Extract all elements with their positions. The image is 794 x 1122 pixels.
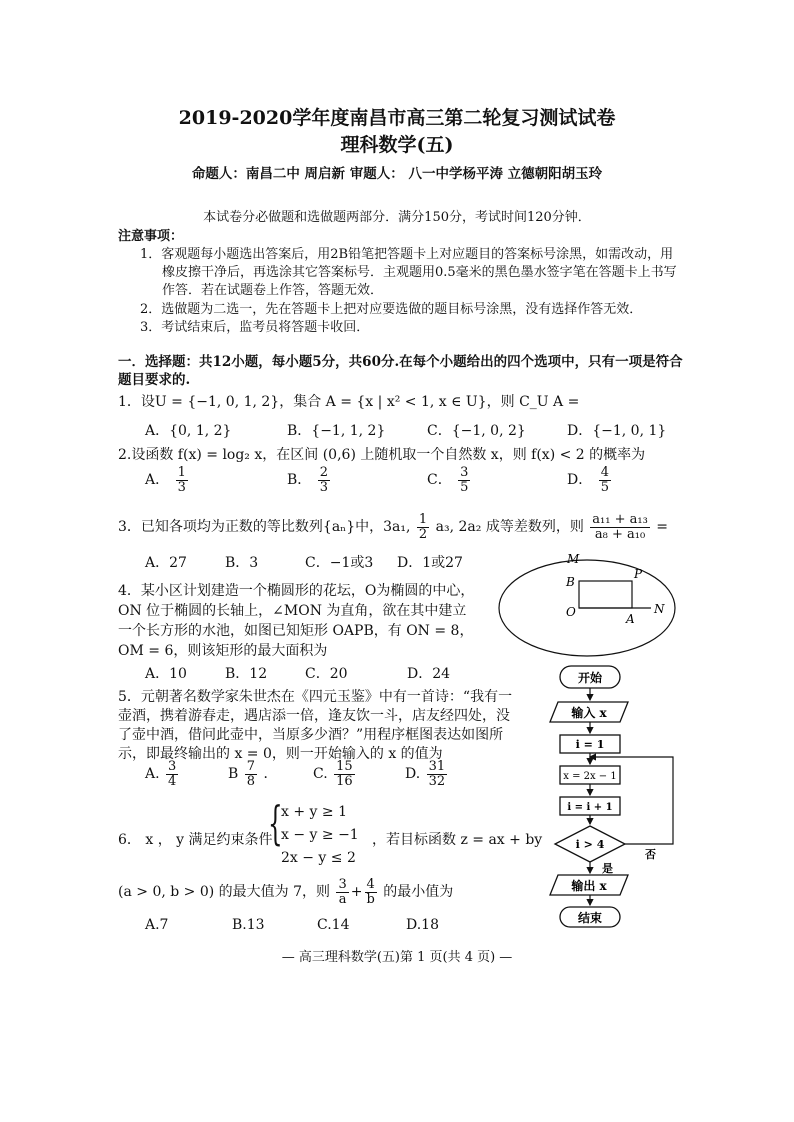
- notice-title: 注意事项：: [118, 229, 184, 244]
- denominator: 16: [336, 773, 353, 789]
- option-label: B: [228, 766, 239, 783]
- option-fraction: [458, 466, 470, 494]
- stem-text: 3．已知各项均为正数的等比数列{aₙ}中，3a₁,: [118, 519, 411, 536]
- update-label: x = 2x − 1: [563, 771, 617, 782]
- question-1-option-d: D．{−1, 0, 1}: [567, 423, 667, 439]
- option-fraction: [427, 760, 448, 788]
- question-5-option-a: [145, 760, 180, 788]
- question-2-stem: 2.设函数 f(x) = log₂ x，在区间 (0,6) 上随机取一个自然数 x，则 f(x) < 2 的概率为: [118, 447, 646, 463]
- equals-sign: =: [656, 519, 668, 536]
- question-2-option-c: [427, 466, 472, 494]
- question-3-option-a: A．27: [145, 555, 187, 571]
- question-6-option-d: D.18: [406, 917, 439, 933]
- question-3-option-b: B．3: [225, 555, 259, 571]
- brace-icon: {: [268, 796, 283, 850]
- denominator: 8: [246, 773, 256, 789]
- denominator: 3: [319, 479, 329, 495]
- numerator: 4: [600, 465, 609, 480]
- label-m: M: [567, 552, 580, 566]
- denominator: a: [338, 891, 347, 907]
- option-fraction: [166, 760, 178, 788]
- question-5-option-d: [405, 760, 449, 788]
- question-6-option-b: B.13: [232, 917, 265, 933]
- fraction-4-b: [365, 878, 377, 906]
- yes-label: 是: [602, 862, 613, 875]
- constraint-line: x − y ≥ −1: [281, 827, 359, 843]
- numerator: 1: [418, 512, 428, 527]
- label-n: N: [654, 602, 665, 616]
- option-fraction: [318, 466, 330, 494]
- page-footer: — 高三理科数学(五)第 1 页(共 4 页) —: [281, 950, 513, 965]
- init-label: i = 1: [575, 738, 605, 751]
- section-heading: 题目要求的.: [118, 372, 191, 388]
- label-o: O: [566, 605, 576, 619]
- option-label: C．: [427, 472, 452, 489]
- rectangle-oapb: [579, 581, 632, 608]
- question-5-option-b: [228, 760, 277, 788]
- denominator: a₈ + a₁₀: [594, 526, 646, 542]
- question-1-option-a: A．{0, 1, 2}: [145, 423, 232, 439]
- question-6-line2: (a > 0, b > 0) 的最大值为 7，则 $\frac{3}{a}$ + $\frac{4}{b}$ 的最小值为: [118, 877, 454, 907]
- exam-authors: 命题人：南昌二中 周启新 审题人： 八一中学杨平涛 立德朝阳胡玉玲: [191, 166, 603, 182]
- question-5-option-c: [313, 760, 357, 788]
- option-fraction: [176, 466, 188, 494]
- notice-line: 作答．若在试题卷上作答，答题无效．: [162, 283, 384, 298]
- stem-text: (a > 0, b > 0) 的最大值为 7，则: [118, 884, 331, 901]
- question-5-line: 壶酒，携着游春走，遇店添一倍，逢友饮一斗，店友经四处，没: [118, 708, 510, 724]
- question-5-line: 了壶中酒，借问此壶中，当原多少酒？”用程序框图表达如图所: [118, 727, 504, 743]
- notice-line: 1．客观题每小题选出答案后，用2B铅笔把答题卡上对应题目的答案标号涂黑，如需改动，用: [140, 247, 674, 262]
- end-label: 结束: [577, 911, 603, 925]
- output-label: 输出 x: [571, 879, 607, 893]
- denominator: 32: [428, 773, 446, 789]
- denominator: 5: [600, 479, 609, 495]
- question-3-stem: [118, 513, 668, 541]
- question-1-option-c: C．{−1, 0, 2}: [427, 423, 526, 439]
- question-3-option-d: D．1或27: [397, 555, 463, 571]
- question-4-line: OM = 6，则该矩形的最大面积为: [118, 643, 328, 659]
- increment-label: i = i + 1: [567, 802, 613, 813]
- question-1-stem: 1．设U = {−1, 0, 1, 2}，集合 A = {x | x² < 1, x ∈ U}，则 C_U A =: [118, 394, 580, 410]
- numerator: 31: [428, 759, 446, 774]
- notice-line: 橡皮擦干净后，再选涂其它答案标号．主观题用0.5毫米的黑色墨水签字笔在答题卡上书写: [162, 265, 677, 280]
- label-p: P: [634, 567, 643, 581]
- numerator: 3: [460, 465, 469, 480]
- section-heading: 一．选择题：共12小题，每小题5分，共60分.在每个小题给出的四个选项中，只有一项是符合: [118, 354, 683, 370]
- constraint-line: x + y ≥ 1: [281, 804, 347, 820]
- question-2-option-b: [287, 466, 332, 494]
- exam-title: 2019-2020学年度南昌市高三第二轮复习测试试卷: [178, 107, 616, 129]
- exam-intro: 本试卷分必做题和选做题两部分．满分150分，考试时间120分钟．: [203, 210, 591, 225]
- question-4-line: 一个长方形的水池，如图已知矩形 OAPB，有 ON = 8，: [118, 623, 474, 639]
- question-6-option-c: C.14: [317, 917, 350, 933]
- numerator: 15: [336, 759, 353, 774]
- question-3-option-c: C．−1或3: [305, 555, 374, 571]
- input-label: 输入 x: [571, 706, 607, 720]
- notice-line: 3．考试结束后，监考员将答题卡收回．: [140, 320, 370, 335]
- option-label: D.: [405, 766, 421, 783]
- stem-text: 的最小值为: [383, 884, 454, 901]
- flowchart: [545, 660, 695, 930]
- option-label: B．: [287, 472, 312, 489]
- question-4-line: ON 位于椭圆的长轴上，∠MON 为直角，欲在其中建立: [118, 603, 467, 619]
- question-5-line: 示，即最终输出的 x = 0，则一开始输入的 x 的值为: [118, 746, 443, 762]
- denominator: b: [366, 891, 375, 907]
- question-6-option-a: A.7: [145, 917, 169, 933]
- fraction-3-a: [336, 878, 348, 906]
- numerator: a₁₁ + a₁₃: [592, 512, 648, 527]
- option-label: C.: [313, 766, 328, 783]
- question-4-option-b: B．12: [225, 666, 268, 682]
- option-fraction: [334, 760, 355, 788]
- denominator: 3: [177, 479, 186, 495]
- numerator: 7: [246, 759, 256, 774]
- ellipse-figure: [496, 548, 686, 658]
- denominator: 5: [460, 479, 469, 495]
- label-b: B: [566, 575, 575, 589]
- no-label: 否: [645, 848, 656, 861]
- constraint-line: 2x − y ≤ 2: [281, 850, 356, 866]
- numerator: 3: [338, 877, 347, 892]
- exam-subtitle: 理科数学(五): [340, 134, 454, 156]
- numerator: 1: [177, 465, 186, 480]
- question-6-suffix: ，若目标函数 z = ax + by: [372, 832, 543, 848]
- ratio-fraction: [590, 513, 650, 541]
- denominator: 2: [418, 526, 428, 542]
- numerator: 3: [168, 759, 177, 774]
- option-fraction: [245, 760, 257, 788]
- numerator: 2: [319, 465, 329, 480]
- question-2-option-a: [145, 466, 190, 494]
- half-fraction: [417, 513, 429, 541]
- option-fraction: [599, 466, 611, 494]
- question-4-option-d: D．24: [407, 666, 451, 682]
- option-label: D．: [567, 472, 593, 489]
- question-1-option-b: B．{−1, 1, 2}: [287, 423, 386, 439]
- start-label: 开始: [577, 671, 603, 685]
- option-label: A．: [145, 472, 170, 489]
- numerator: 4: [366, 877, 375, 892]
- denominator: 4: [168, 773, 177, 789]
- question-2-option-d: [567, 466, 613, 494]
- question-4-option-a: A．10: [145, 666, 187, 682]
- question-6-prefix: 6． x ， y 满足约束条件: [118, 832, 273, 848]
- option-label: A.: [145, 766, 160, 783]
- label-a: A: [626, 612, 635, 626]
- condition-label: i > 4: [575, 838, 605, 851]
- question-5-line: 5．元朝著名数学家朱世杰在《四元玉鉴》中有一首诗：“我有一: [118, 689, 513, 705]
- option-suffix: ．: [263, 766, 278, 783]
- question-4-line: 4．某小区计划建造一个椭圆形的花坛，O为椭圆的中心，: [118, 583, 475, 599]
- stem-text: a₃, 2a₂ 成等差数列，则: [435, 519, 584, 536]
- notice-line: 2．选做题为二选一，先在答题卡上把对应要选做的题目标号涂黑，没有选择作答无效．: [140, 302, 643, 317]
- question-4-option-c: C．20: [305, 666, 348, 682]
